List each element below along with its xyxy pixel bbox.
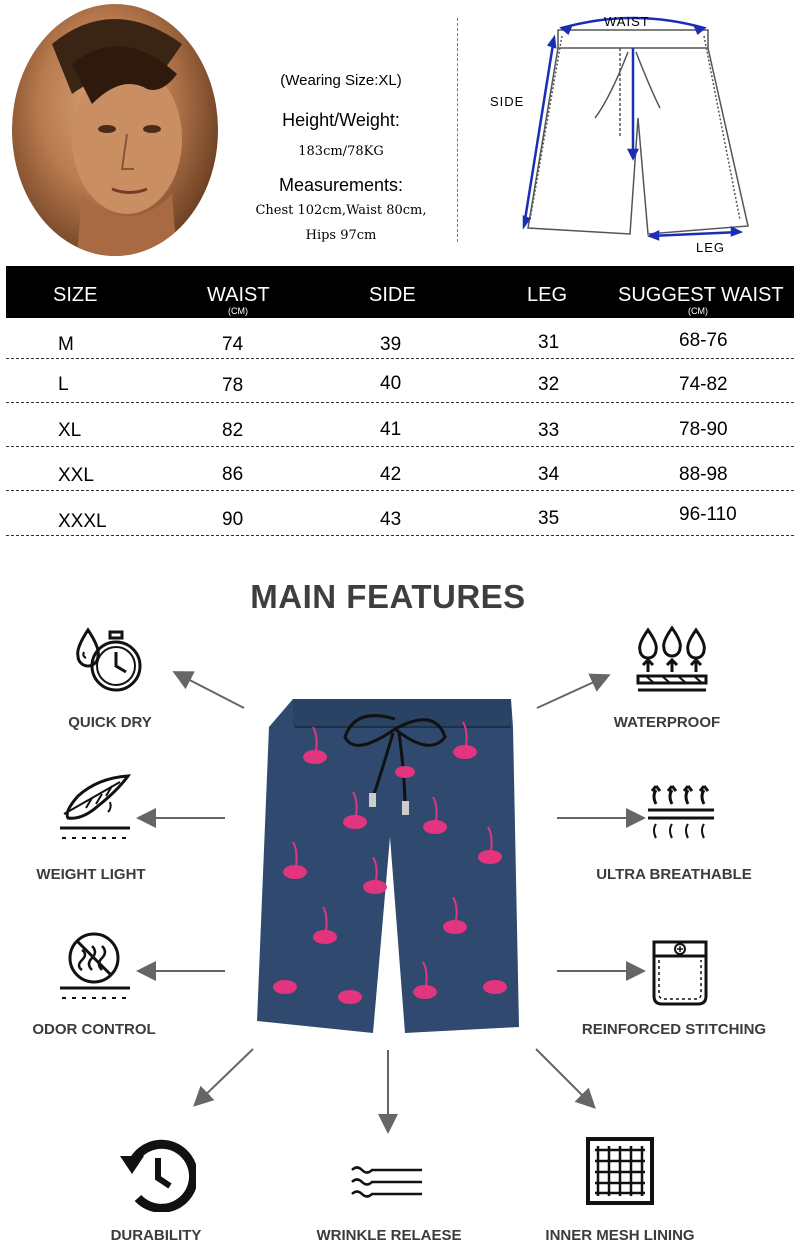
header-suggest-waist-unit: (CM): [688, 306, 708, 316]
row-divider: [6, 358, 794, 359]
cell-side: 41: [380, 419, 402, 440]
feature-label-inner-mesh-lining: INNER MESH LINING: [545, 1227, 695, 1244]
height-weight-value: 183cm/78KG: [298, 144, 384, 159]
measurements-line-2: Hips 97cm: [305, 228, 377, 243]
feature-label-reinforced-stitching: REINFORCED STITCHING: [581, 1021, 767, 1038]
measurement-diagram: [490, 8, 780, 258]
feature-label-wrinkle-release: WRINKLE RELAESE: [316, 1227, 462, 1244]
cell-size: XXXL: [58, 511, 107, 532]
pocket-stitching-icon: [650, 938, 710, 1008]
header-waist: WAIST: [207, 284, 270, 306]
feather-icon: [58, 772, 132, 846]
row-divider: [6, 402, 794, 403]
row-divider: [6, 446, 794, 447]
feature-label-waterproof: WATERPROOF: [613, 714, 721, 731]
leg-label: LEG: [696, 240, 726, 255]
height-weight-label: Height/Weight:: [282, 110, 400, 130]
feature-label-ultra-breathable: ULTRA BREATHABLE: [596, 866, 752, 883]
mesh-icon: [585, 1136, 655, 1206]
wrinkle-icon: [350, 1164, 424, 1200]
cell-size: XL: [58, 420, 82, 441]
cell-leg: 32: [538, 374, 560, 395]
cell-size: L: [58, 374, 69, 395]
cell-side: 39: [380, 334, 402, 355]
cell-side: 40: [380, 373, 402, 394]
cell-suggest-waist: 88-98: [679, 464, 728, 485]
quick-dry-icon: [70, 624, 146, 696]
cell-leg: 35: [538, 508, 560, 529]
header-size: SIZE: [53, 284, 98, 306]
cell-waist: 74: [222, 334, 244, 355]
cell-side: 42: [380, 464, 402, 485]
flamingo-shorts-image: [255, 697, 525, 1033]
feature-label-durability: DURABILITY: [110, 1227, 202, 1244]
cell-waist: 78: [222, 375, 244, 396]
measurements-line-1: Chest 102cm,Waist 80cm,: [255, 203, 427, 218]
feature-label-quick-dry: QUICK DRY: [68, 714, 152, 731]
waterproof-icon: [634, 624, 710, 696]
cell-suggest-waist: 96-110: [679, 504, 737, 525]
durability-icon: [116, 1136, 196, 1212]
row-divider: [6, 490, 794, 491]
cell-waist: 90: [222, 509, 244, 530]
cell-size: M: [58, 334, 74, 355]
odor-control-icon: [58, 930, 132, 1004]
cell-side: 43: [380, 509, 402, 530]
cell-size: XXL: [58, 465, 94, 486]
header-side: SIDE: [369, 284, 416, 306]
measurements-label: Measurements:: [278, 175, 404, 195]
cell-waist: 82: [222, 420, 244, 441]
feature-label-weight-light: WEIGHT LIGHT: [36, 866, 146, 883]
section-divider: [457, 18, 458, 242]
breathable-icon: [644, 778, 718, 844]
cell-suggest-waist: 78-90: [679, 419, 728, 440]
feature-label-odor-control: ODOR CONTROL: [32, 1021, 156, 1038]
cell-leg: 33: [538, 420, 560, 441]
header-waist-unit: (CM): [228, 306, 248, 316]
cell-leg: 34: [538, 464, 560, 485]
wearing-size: (Wearing Size:XL): [280, 72, 402, 89]
side-label: SIDE: [490, 94, 525, 109]
cell-suggest-waist: 74-82: [679, 374, 728, 395]
model-face-illustration: [12, 4, 218, 256]
main-features-title: MAIN FEATURES: [250, 578, 526, 615]
header-leg: LEG: [527, 284, 568, 306]
waist-label: WAIST: [604, 14, 650, 29]
model-photo: [12, 4, 218, 256]
row-divider: [6, 535, 794, 536]
header-suggest-waist: SUGGEST WAIST: [618, 284, 784, 306]
cell-waist: 86: [222, 464, 244, 485]
cell-leg: 31: [538, 332, 560, 353]
cell-suggest-waist: 68-76: [679, 330, 728, 351]
